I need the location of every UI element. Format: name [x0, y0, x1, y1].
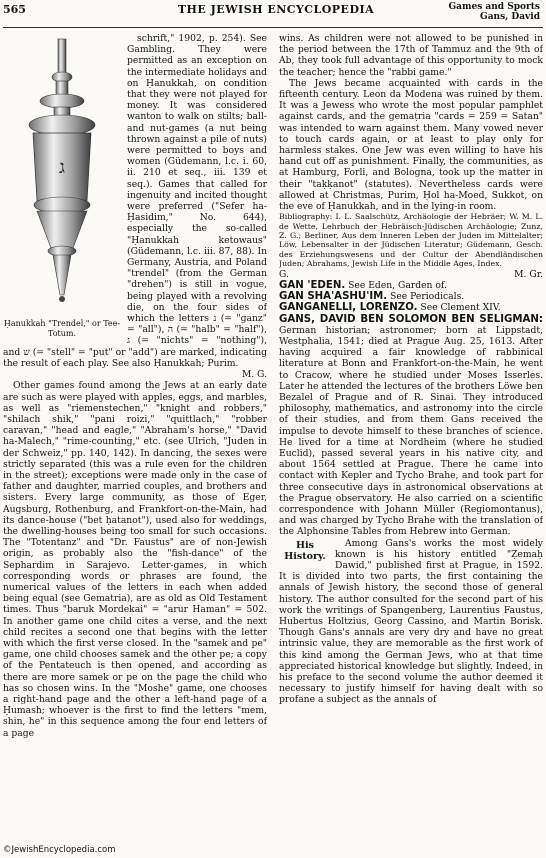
- section-guide: [448, 2, 540, 22]
- entry-text-gans-david: German historian; astronomer; born at Lippstadt, Westphalia, 1541; died at Prague Aug. 25, 1613. After having acquired a fair knowledge of rabbinical literature at Bonn and Frankfort-on-the-Main, he went to Cracow, where he studied under Moses Isserles. Later he attended the lectures of the brothers Löwe ben Bezalel of Prague and of R. Sinai. They introduced philosophy, mathematics, and astronomy into the circle of their studies, and from them Gans received the impulse to devote himself to these branches of science. He lived for a time at Nordheim (where he studied Euclid), passed several years in his native city, and about 1564 settled at Prague. There he came into contact with Kepler and Tycho Brahe, and took part for three consecutive days in astronomical observations at the Prague observatory. He also carried on a scientific correspondence with Johann Müller (Regiomontanus), and was charged by Tycho Brahe with the translation of the Alphonsine Tables from Hebrew into German.: [279, 324, 543, 538]
- footer-watermark: ©JewishEncyclopedia.com: [3, 845, 116, 855]
- entry-text-ganganelli: See Clement XIV.: [417, 302, 501, 314]
- rabbi-game-paragraph: wins. As children were not allowed to be punished in the period between the 17th of Tammuz and the 9th of Ab, they took full advantage of this opportunity to mock the teacher; hence the "rabbi game.": [279, 33, 543, 78]
- games-paragraph-1: schrift," 1902, p. 254). See Gambling. They were permitted as an exception on the intermediate holidays and on Ḥanukkah, on condition that they were not played for money. It was considered wanton to walk on stilts; ball- and nut-games (a nut being thrown against a pile of nuts) were permitted to boys and women (Güdemann, l.c. i. 60, ii. 210 et seq., iii. 139 et seq.). Games that called for ingenuity and incited thought were preferred ("Sefer ha-Ḥasidim," No. 644), especially the so-called "Ḥanukkah ketowaus" (Güdemann, l.c. iii. 87, 88). In Germany, Austria, and Poland "trendel" (from the German "drehen") is still in vogue, being played with a revolving die, on the four sides of which the letters נ (= "ganz" = "all"), ה (= "halb" = "half"), ג (= "nichts" = "nothing"), and ש (= "stell" = "put" or "add") are marked, indicating the result of each play. See also Ḥanukkah; Purim.: [3, 33, 267, 369]
- signature-g: G.: [279, 268, 289, 280]
- bibliography-signatures: [279, 269, 543, 280]
- headword-ganganelli: GANGANELLI, LORENZO.: [279, 302, 418, 314]
- bibliography: Bibliography: I. L. Saalschütz, Archäologie der Hebräer; W. M. L. de Wette, Lehrbuch der Hebräisch-Jüdischen Archäologie; Zunz, Z. G.; Berliner, Aus dem Inneren Leben der Juden im Mittelalter; Löw, Lebensalter in der Jüdischen Literatur; Güdemann, Gesch. des Erziehungswesens und der Cultur der Abendländischen Juden; Abrahams, Jewish Life in the Middle Ages, Index.: [279, 212, 543, 269]
- entry-text-gan-eden: See Eden, Garden of.: [345, 279, 447, 291]
- trendel-illustration: [3, 33, 121, 313]
- page-number: 565: [3, 3, 26, 16]
- entry-ganganelli: [279, 302, 543, 313]
- entry-gans-david: [279, 314, 543, 538]
- headword-gans-david: GANS, DAVID BEN SOLOMON BEN SELIGMAN:: [279, 313, 543, 325]
- header-rule: [3, 27, 543, 28]
- entry-gan-eden: [279, 280, 543, 291]
- figure-caption: Ḥanukkah "Trendel," or Tee-Totum.: [3, 319, 121, 338]
- entry-text-gan-shaashuim: See Periodicals.: [387, 291, 465, 303]
- svg-text:ג: ג: [59, 157, 65, 178]
- headword-gan-shaashuim: GAN SHA'ASHU'IM.: [279, 291, 388, 303]
- author-signature: [3, 369, 267, 380]
- games-paragraph-2: Other games found among the Jews at an early date are such as were played with apples, eggs, and marbles, as well as "riemenstechen," "knight and robbers," "shilach shik," "pani roizi," "quittlach," "robber caravan," "head and eagle," "Abraham's horse," "David ha-Malech," "rime-counting," etc. (see Ulrich, "Juden in der Schweiz," pp. 140, 142). In dancing, the sexes were strictly separated (this was a rule even for the children in the street); exceptions were made only in the case of father and daughter, married couples, and brothers and sisters. Every large community, as those of Eger, Augsburg, Rothenburg, and Frankfort-on-the-Main, had its dance-house ("bet ḥatanot"), used also for weddings, the dwelling-houses being too small for such occasions. The "Totentanz" and "Dr. Faustus" are of non-Jewish origin, as probably also the "fish-dance" of the Sephardim in Sarajevo. Letter-games, in which corresponding words or phrases are found, the numerical values of the letters in each when added being equal (see Gematria), are as old as Old Testament times. Thus "baruk Mordekai" = "arur Haman" = 502. In another game one child cites a verse, and the next child recites a second one that begins with the letter with which the first verse closed. In the "samek and pe" game, one child chooses samek and the other pe; a copy of the Pentateuch is then opened, and according as there are more samek or pe on the page the child who has so chosen wins. In the "Moshe" game, one chooses a right-hand page and the other a left-hand page of a Ḥumash; whoever is the first to find the letters "mem, shin, he" in this sequence among the four end letters of a page: [3, 380, 267, 739]
- guide-line-1: Games and Sports: [448, 2, 540, 12]
- gans-history-paragraph: Among Gans's works the most widely known is his history entitled "Ẓemaḥ Dawid," published first at Prague, in 1592. It is divided into two parts, the first containing the annals of Jewish history, the second those of general history. The author consulted for the second part of his work the writings of Spangenberg, Laurentius Faustus, Hubertus Holtzius, Georg Cassino, and Martin Borisk. Though Gans's annals are very dry and have no great intrinsic value, they are memorable as the first work of this kind among the German Jews, who at that time appreciated historical knowledge but slightly. Indeed, in his preface to the second volume the author deemed it necessary to justify himself for having dealt with so profane a subject as the annals of: [279, 537, 543, 706]
- headword-gan-eden: GAN 'EDEN.: [279, 279, 346, 291]
- left-column: [3, 33, 267, 833]
- signature-mg: M. G.: [241, 369, 267, 381]
- side-heading-his-history: His History.: [284, 539, 326, 562]
- signature-mgr: M. Gr.: [514, 268, 543, 280]
- right-column: [279, 33, 543, 833]
- cards-paragraph: The Jews became acquainted with cards in the fifteenth century. Leon da Modena was ruined by them. It was a Jewess who wrote the most popular pamphlet against cards, and the gemaṭria "cards = 259 = Satan" was intended to warn against them. Many vowed never to touch cards again, or at least to play only for harmless stakes. One Jew was even willing to have his hand cut off as punishment. Finally, the communities, as at Hamburg, Forli, and Bologna, took up the matter in their "taḳḳanot" (statutes). Nevertheless cards were allowed at Christmas, Purim, Ḥol ha-Moed, Sukkot, on the eve of Ḥanukkah, and in the lying-in room.: [279, 77, 543, 213]
- page-header: [3, 3, 543, 27]
- entry-gan-shaashuim: [279, 291, 543, 302]
- guide-line-2: Gans, David: [480, 12, 540, 22]
- trendel-figure: [3, 33, 121, 338]
- running-title: THE JEWISH ENCYCLOPEDIA: [177, 3, 375, 16]
